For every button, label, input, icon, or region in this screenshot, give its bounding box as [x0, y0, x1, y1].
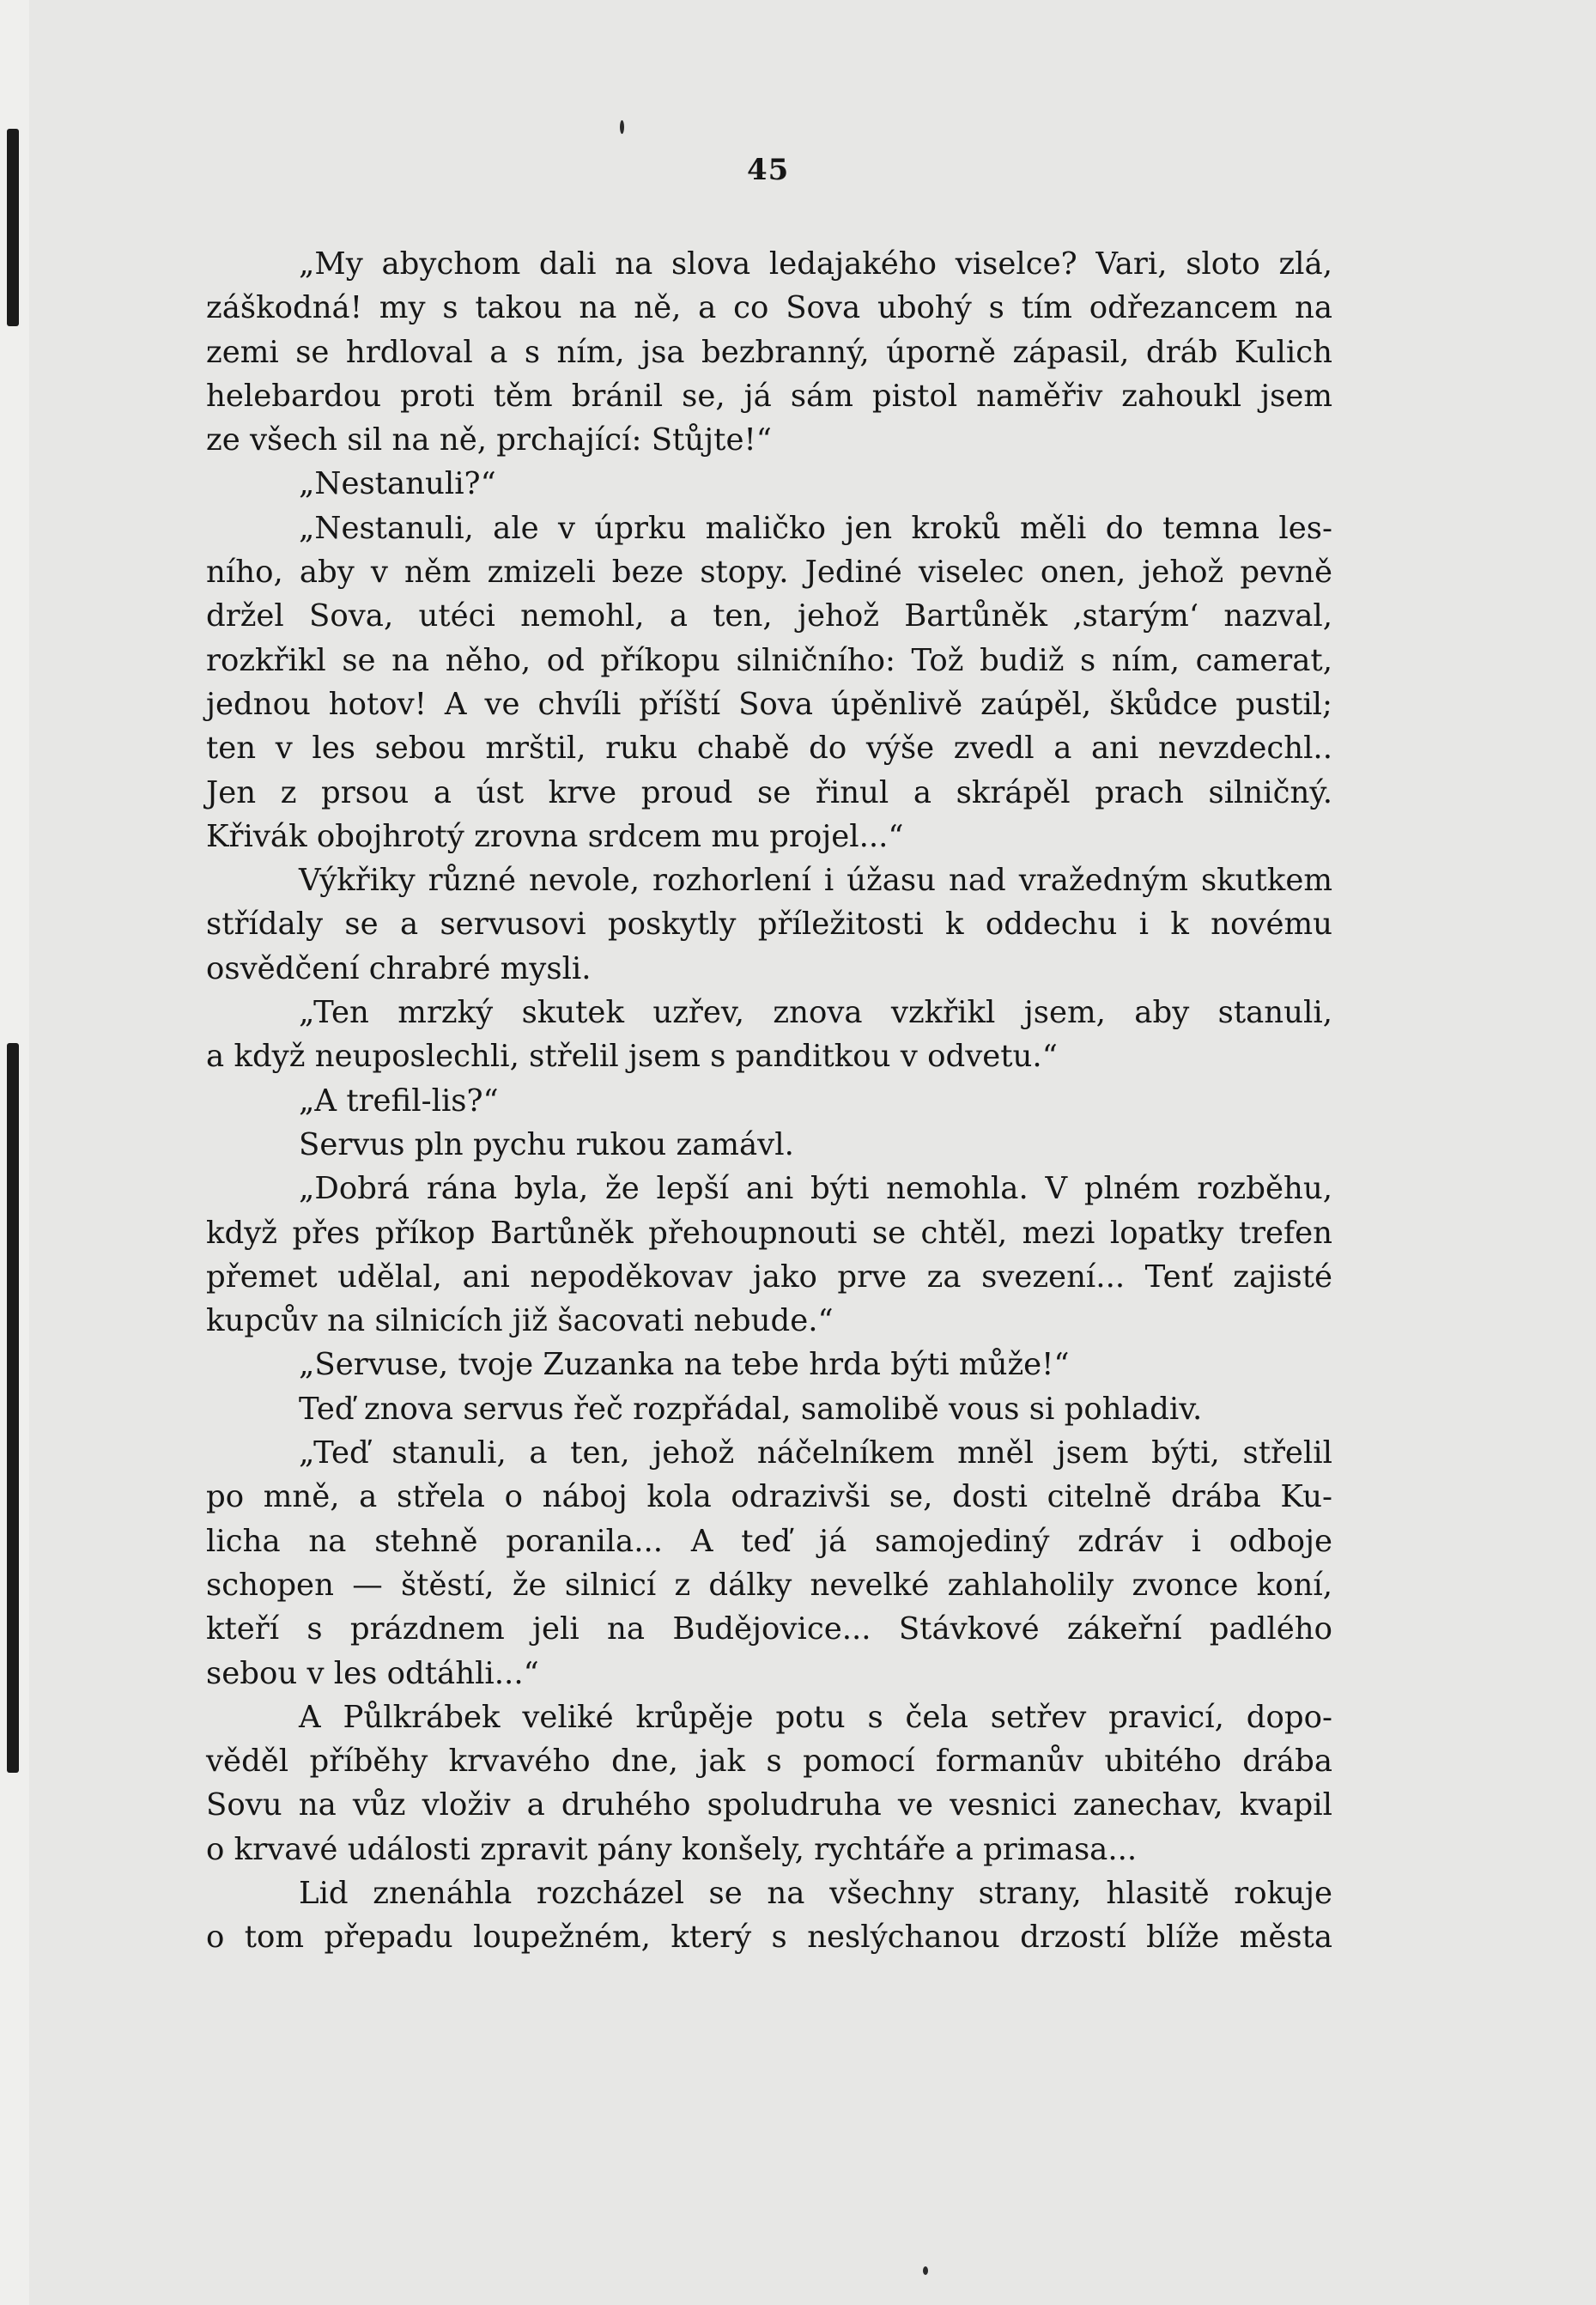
text-line: ze všech sil na ně, prchající: Stůjte!“ — [206, 422, 772, 458]
text-line: osvědčení chrabré mysli. — [206, 950, 592, 986]
binding-mark-bottom — [7, 1043, 19, 1773]
binding-mark-top — [7, 129, 19, 326]
text-line: ten v les sebou mrštil, ruku chabě do výše zvedl a ani nevzdechl.. — [206, 731, 1332, 767]
text-line: „Dobrá rána byla, že lepší ani býti nemohla. V plném rozběhu, — [299, 1171, 1332, 1207]
text-line: Jen z prsou a úst krve proud se řinul a skrápěl prach silničný. — [206, 774, 1332, 810]
text-line: „A trefil-lis?“ — [299, 1083, 499, 1119]
text-line: přemet udělal, ani nepoděkovav jako prve za svezení... Tenť zajisté — [206, 1259, 1332, 1295]
text-line: ního, aby v něm zmizeli beze stopy. Jediné viselec onen, jehož pevně — [206, 555, 1332, 591]
text-line: sebou v les odtáhli...“ — [206, 1655, 539, 1691]
text-line: „Nestanuli?“ — [299, 466, 496, 502]
text-line: když přes příkop Bartůněk přehoupnouti se chtěl, mezi lopatky trefen — [206, 1215, 1332, 1251]
text-line: licha na stehně poranila... A teď já samojediný zdráv i odboje — [206, 1523, 1332, 1559]
text-line: rozkřikl se na něho, od příkopu silničního: Tož budiž s ním, camerat, — [206, 642, 1332, 678]
text-line: „Ten mrzký skutek uzřev, znova vzkřikl jsem, aby stanuli, — [299, 995, 1332, 1031]
scan-speck — [620, 120, 624, 134]
text-line: „Teď stanuli, a ten, jehož náčelníkem mněl jsem býti, střelil — [299, 1435, 1332, 1471]
text-line: „Nestanuli, ale v úprku maličko jen kroků měli do temna les- — [299, 510, 1332, 546]
text-line: schopen — štěstí, že silnicí z dálky nevelké zahlaholily zvonce koní, — [206, 1567, 1332, 1603]
text-line: Servus pln pychu rukou zamávl. — [299, 1126, 794, 1162]
text-line: věděl příběhy krvavého dne, jak s pomocí formanův ubitého drába — [206, 1744, 1332, 1780]
text-line: Křivák obojhrotý zrovna srdcem mu projel...“ — [206, 818, 904, 854]
page-number: 45 — [747, 153, 790, 187]
text-line: helebardou proti těm bránil se, já sám pistol naměřiv zahoukl jsem — [206, 378, 1332, 414]
text-line: kteří s prázdnem jeli na Budějovice... Stávkové zákeřní padlého — [206, 1611, 1332, 1647]
text-line: Lid znenáhla rozcházel se na všechny strany, hlasitě rokuje — [299, 1875, 1332, 1911]
text-line: jednou hotov! A ve chvíli příští Sova úpěnlivě zaúpěl, škůdce pustil; — [206, 686, 1332, 722]
text-line: záškodná! my s takou na ně, a co Sova ubohý s tím odřezancem na — [206, 290, 1332, 326]
text-line: zemi se hrdloval a s ním, jsa bezbranný, úporně zápasil, dráb Kulich — [206, 334, 1332, 370]
text-line: Teď znova servus řeč rozpřádal, samolibě vous si pohladiv. — [299, 1391, 1203, 1427]
text-line: po mně, a střela o náboj kola odrazivši se, dosti citelně drába Ku- — [206, 1479, 1332, 1515]
text-line: A Půlkrábek veliké krůpěje potu s čela setřev pravicí, dopo- — [299, 1699, 1332, 1735]
text-line: držel Sova, utéci nemohl, a ten, jehož Bartůněk ‚starým‘ nazval, — [206, 598, 1332, 634]
text-line: „My abychom dali na slova ledajakého viselce? Vari, sloto zlá, — [299, 246, 1332, 282]
text-line: o krvavé události zpravit pány konšely, rychtáře a primasa... — [206, 1831, 1138, 1867]
scan-speck — [923, 2266, 928, 2275]
text-line: o tom přepadu loupežném, který s neslýchanou drzostí blíže města — [206, 1920, 1332, 1956]
text-line: Sovu na vůz vloživ a druhého spoludruha ve vesnici zanechav, kvapil — [206, 1787, 1332, 1823]
text-line: kupcův na silnicích již šacovati nebude.“ — [206, 1303, 834, 1339]
text-line: a když neuposlechli, střelil jsem s panditkou v odvetu.“ — [206, 1039, 1058, 1075]
text-line: „Servuse, tvoje Zuzanka na tebe hrda býti může!“ — [299, 1347, 1070, 1383]
text-body — [206, 242, 1332, 1960]
text-line: střídaly se a servusovi poskytly příležitosti k oddechu i k novému — [206, 907, 1332, 943]
text-line: Výkřiky různé nevole, rozhorlení i úžasu nad vražedným skutkem — [299, 863, 1332, 899]
